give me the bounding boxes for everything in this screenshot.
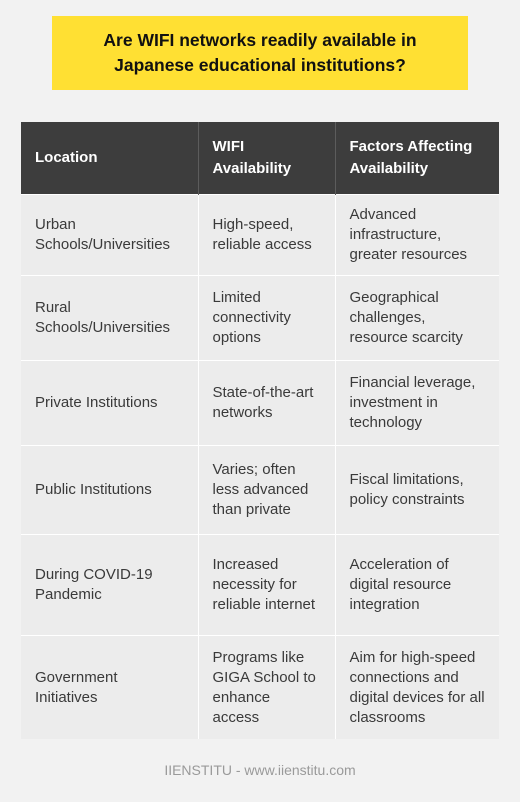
cell-location: Rural Schools/Universities	[21, 276, 198, 361]
table-row	[21, 195, 499, 276]
cell-wifi-availability: Increased necessity for reliable internet	[198, 535, 335, 636]
availability-table-container	[21, 122, 499, 739]
table-row	[21, 361, 499, 446]
cell-wifi-availability: Varies; often less advanced than private	[198, 446, 335, 535]
cell-factors: Aim for high-speed connections and digital devices for all classrooms	[335, 636, 499, 740]
cell-wifi-availability: High-speed, reliable access	[198, 195, 335, 276]
cell-location: Private Institutions	[21, 361, 198, 446]
cell-factors: Advanced infrastructure, greater resources	[335, 195, 499, 276]
header-factors: Factors Affecting Availability	[335, 122, 499, 195]
header-location: Location	[21, 122, 198, 195]
table-row	[21, 535, 499, 636]
cell-location: Government Initiatives	[21, 636, 198, 740]
cell-wifi-availability: State-of-the-art networks	[198, 361, 335, 446]
header-wifi-availability: WIFI Availability	[198, 122, 335, 195]
cell-factors: Acceleration of digital resource integration	[335, 535, 499, 636]
cell-location: During COVID-19 Pandemic	[21, 535, 198, 636]
footer-credit: IIENSTITU - www.iienstitu.com	[164, 762, 356, 778]
table-row	[21, 276, 499, 361]
cell-location: Urban Schools/Universities	[21, 195, 198, 276]
cell-location: Public Institutions	[21, 446, 198, 535]
table-row	[21, 636, 499, 740]
title-banner	[52, 16, 468, 90]
availability-table	[21, 122, 499, 739]
cell-factors: Fiscal limitations, policy constraints	[335, 446, 499, 535]
cell-factors: Financial leverage, investment in technology	[335, 361, 499, 446]
page-title: Are WIFI networks readily available in Japanese educational institutions?	[103, 30, 417, 75]
table-header-row	[21, 122, 499, 195]
cell-wifi-availability: Limited connectivity options	[198, 276, 335, 361]
table-row	[21, 446, 499, 535]
cell-wifi-availability: Programs like GIGA School to enhance access	[198, 636, 335, 740]
cell-factors: Geographical challenges, resource scarcity	[335, 276, 499, 361]
